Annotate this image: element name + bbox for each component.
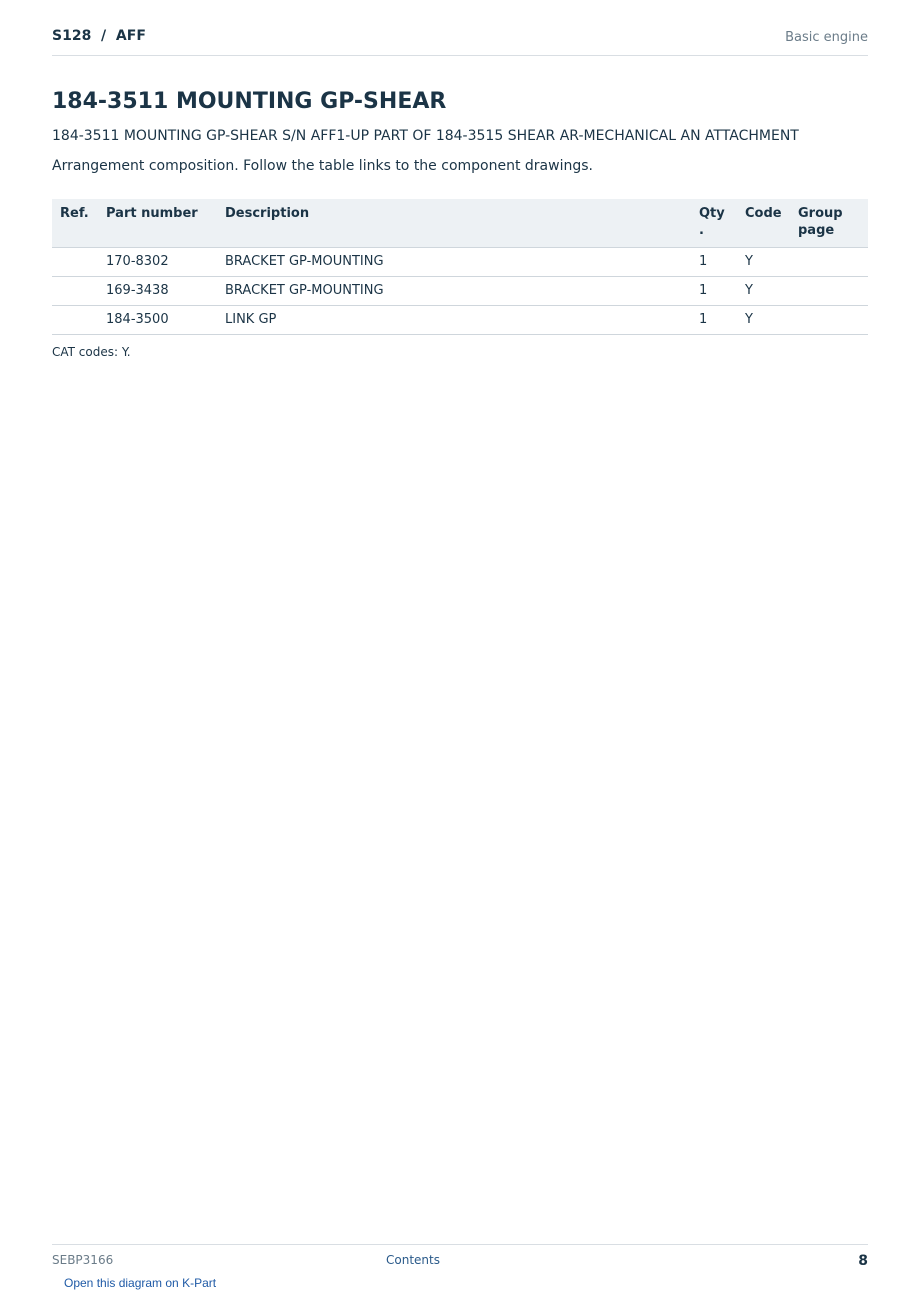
column-header-ref: Ref. — [52, 199, 106, 248]
code-cell: Y — [737, 277, 790, 306]
document-code: SEBP3166 — [52, 1253, 114, 1267]
column-header-group-page: Group page — [790, 199, 868, 248]
ref-cell — [52, 306, 106, 335]
table-row — [52, 277, 868, 306]
group-page-cell — [790, 277, 868, 306]
qty-cell: 1 — [691, 277, 737, 306]
table-row — [52, 306, 868, 335]
code-cell: Y — [737, 248, 790, 277]
ref-cell — [52, 248, 106, 277]
intro-text: Arrangement composition. Follow the table links to the component drawings. — [52, 158, 593, 174]
page-title: 184-3511 MOUNTING GP-SHEAR — [52, 89, 447, 114]
page-header — [52, 28, 868, 56]
part-description: 184-3511 MOUNTING GP-SHEAR S/N AFF1-UP PART OF 184-3515 SHEAR AR-MECHANICAL AN ATTACHMENT — [52, 128, 799, 144]
column-header-description: Description — [217, 199, 691, 248]
table-row — [52, 248, 868, 277]
group-page-cell — [790, 306, 868, 335]
parts-table — [52, 199, 868, 335]
page-number: 8 — [858, 1253, 868, 1269]
contents-link[interactable]: Contents — [386, 1253, 440, 1267]
part-number-cell: 184-3500 — [106, 306, 217, 335]
column-header-code: Code — [737, 199, 790, 248]
group-page-cell — [790, 248, 868, 277]
part-number-cell: 169-3438 — [106, 277, 217, 306]
description-cell: LINK GP — [217, 306, 691, 335]
code-cell: Y — [737, 306, 790, 335]
qty-cell: 1 — [691, 306, 737, 335]
ref-cell — [52, 277, 106, 306]
part-number-cell: 170-8302 — [106, 248, 217, 277]
table-header-row — [52, 199, 868, 248]
section-label: Basic engine — [785, 30, 868, 45]
breadcrumb: S128 / AFF — [52, 28, 146, 44]
open-in-kpart-link[interactable]: Open this diagram on K-Part — [64, 1276, 217, 1290]
cat-codes-note: CAT codes: Y. — [52, 345, 131, 359]
description-cell: BRACKET GP-MOUNTING — [217, 277, 691, 306]
page-footer — [52, 1244, 868, 1275]
column-header-qty: Qty . — [691, 199, 737, 248]
description-cell: BRACKET GP-MOUNTING — [217, 248, 691, 277]
column-header-part-number: Part number — [106, 199, 217, 248]
qty-cell: 1 — [691, 248, 737, 277]
